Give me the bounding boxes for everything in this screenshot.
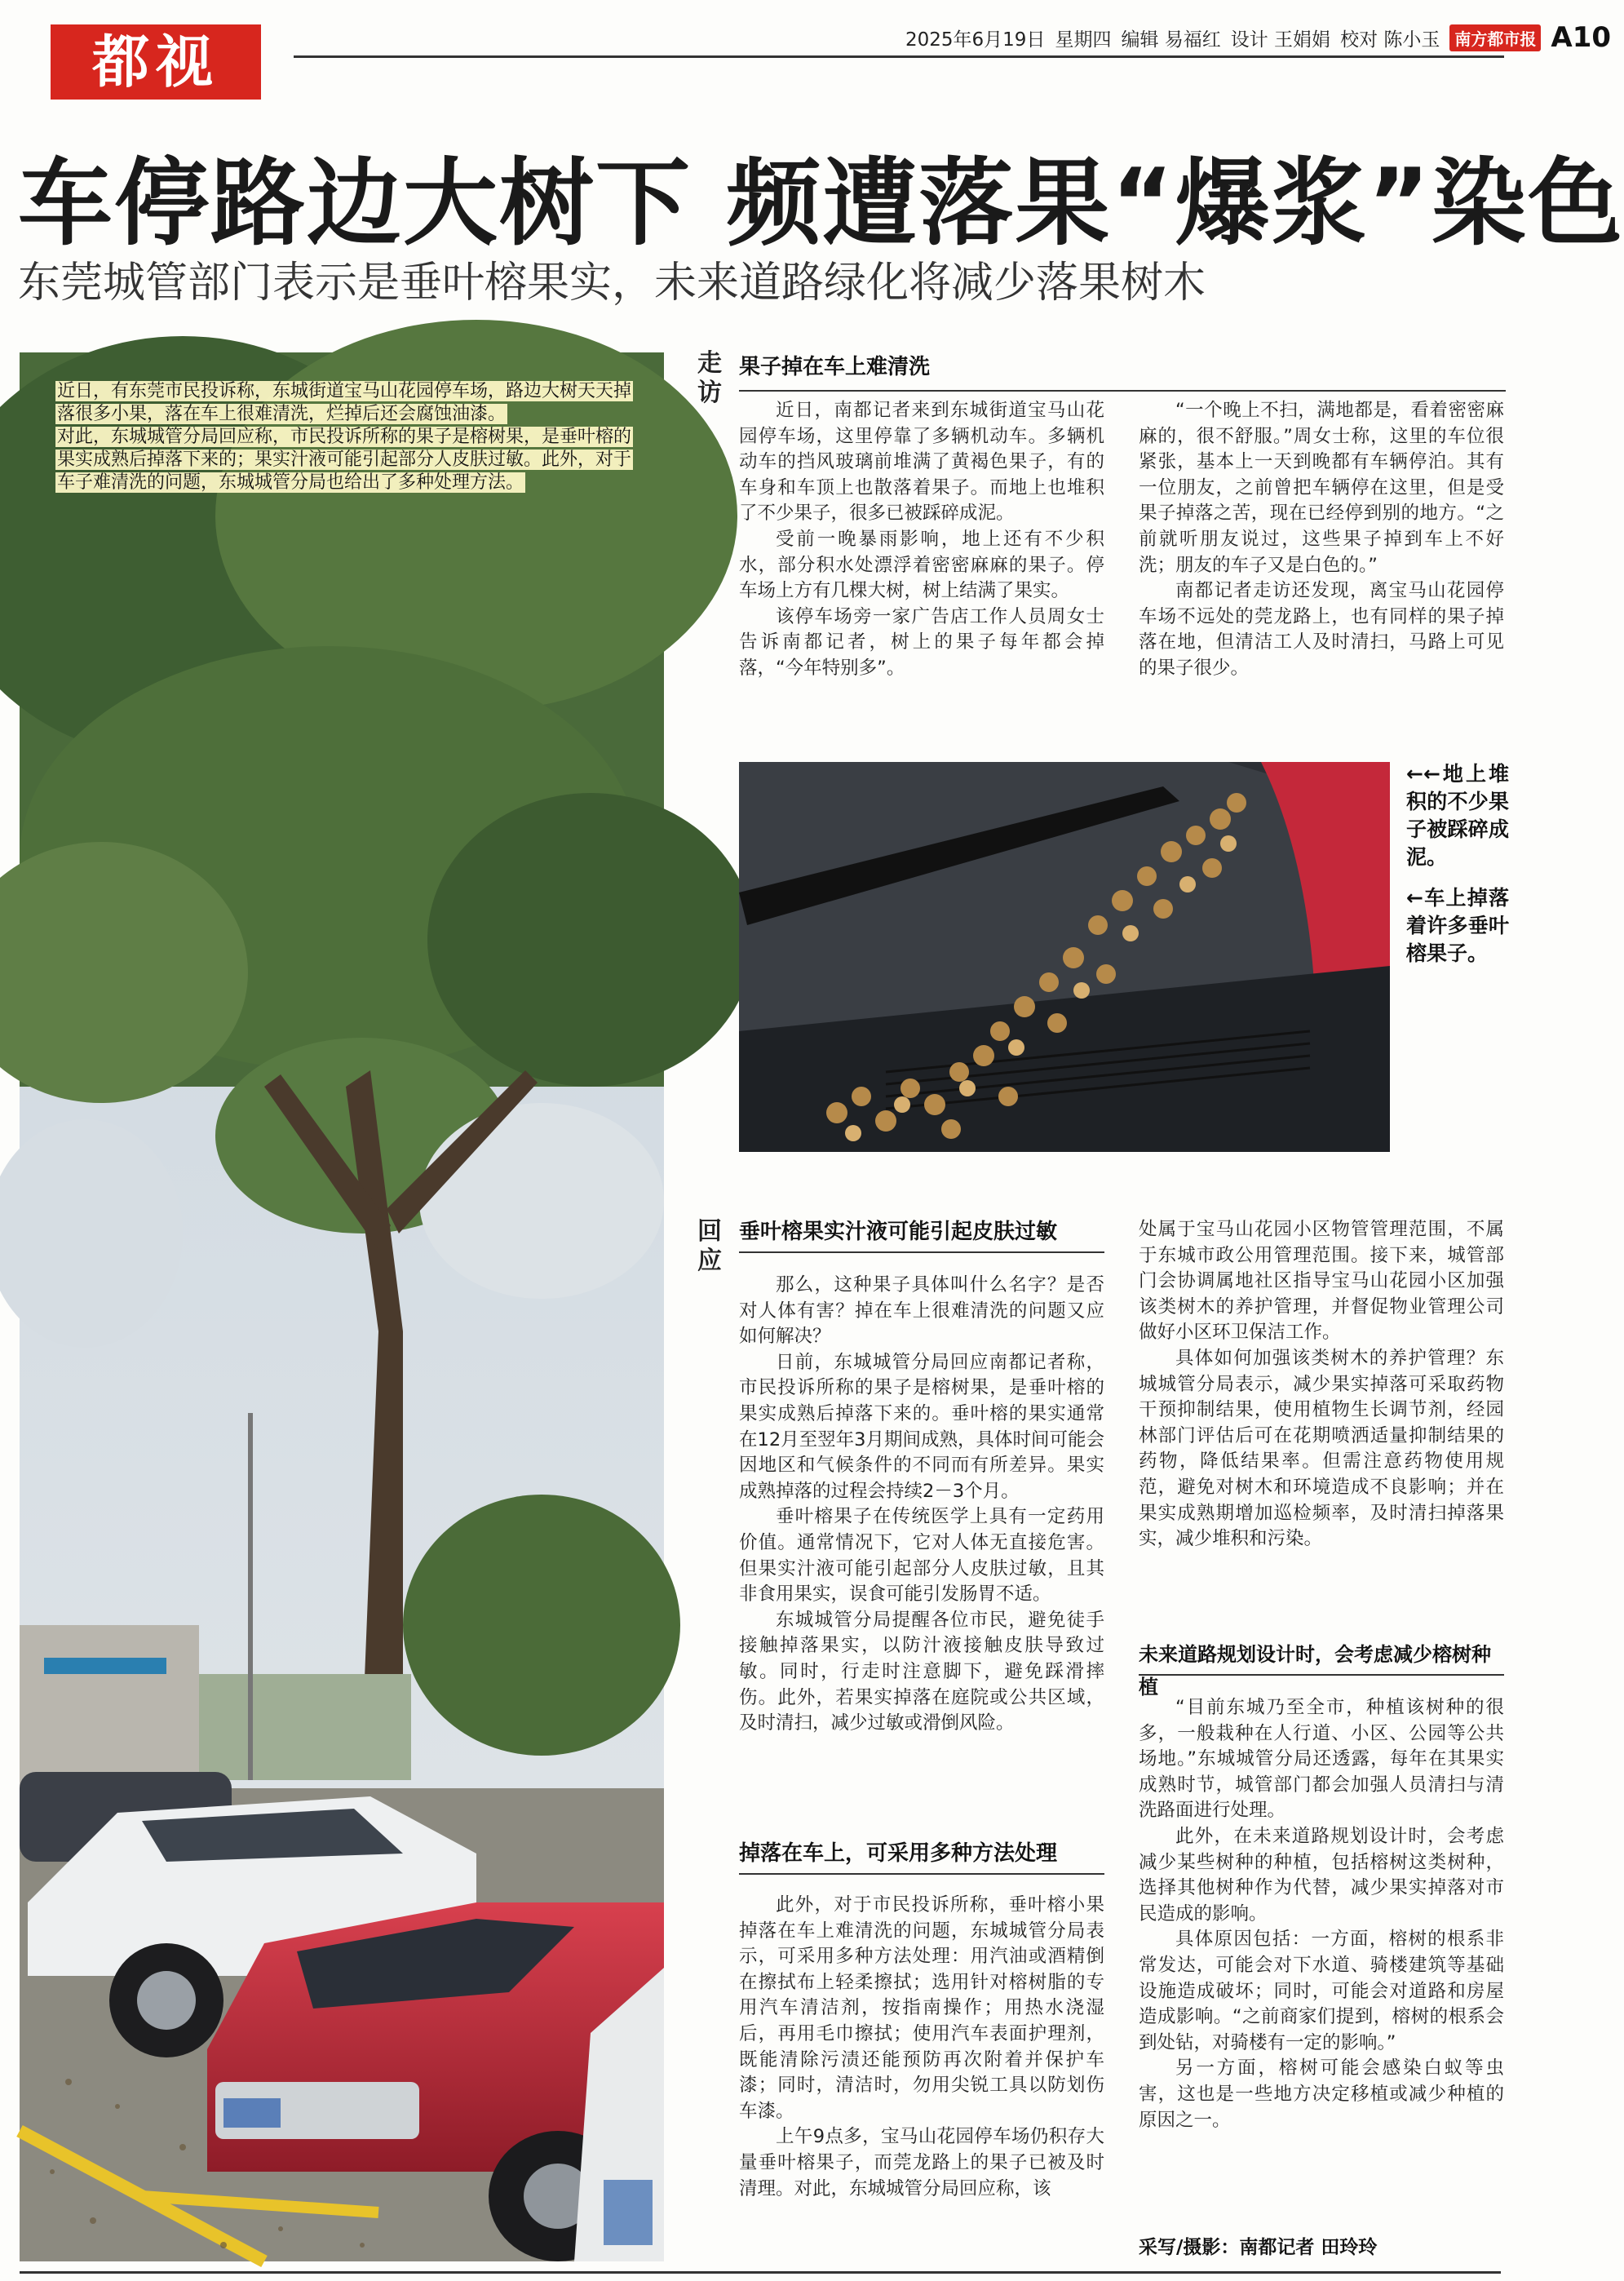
response-title-3: 未来道路规划设计时，会考虑减少榕树种植 (1139, 1643, 1491, 1699)
issue-date: 2025年6月19日 (905, 29, 1046, 51)
masthead-meta (905, 21, 1612, 54)
inset-caption-1: ←←地上堆积的不少果子被踩碎成泥。 (1406, 762, 1509, 869)
editor-credit: 编辑 易福红 (1121, 29, 1221, 51)
paragraph: 具体原因包括：一方面，榕树的根系非常发达，可能会对下水道、骑楼建筑等基础设施造成破坏；同时，可能会对道路和房屋造成影响。“之前商家们提到，榕树的根系会到处钻，对骑楼有一定的影响。” (1139, 1929, 1504, 2053)
paragraph: 另一方面，榕树可能会感染白蚁等虫害，这也是一些地方决定移植或减少种植的原因之一。 (1139, 2057, 1504, 2131)
masthead-rule (294, 55, 1504, 58)
paragraph: 上午9点多，宝马山花园停车场仍积存大量垂叶榕果子，而莞龙路上的果子已被及时清理。对此，东城城管分局回应称，该 (739, 2126, 1104, 2199)
inset-caption-2: ←车上掉落着许多垂叶榕果子。 (1406, 886, 1509, 965)
inset-photo-caption (1406, 760, 1509, 981)
visit-column-1 (739, 398, 1104, 682)
response-column-2a (1139, 1217, 1504, 1552)
section-badge: 都视 (51, 24, 261, 100)
paragraph: 那么，这种果子具体叫什么名字？是否对人体有害？掉在车上很难清洗的问题又应如何解决？ (739, 1274, 1104, 1348)
paragraph: 垂叶榕果子在传统医学上具有一定药用价值。通常情况下，它对人体无直接危害。但果实汁液可能引起部分人皮肤过敏，且其非食用果实，误食可能引发肠胃不适。 (739, 1506, 1104, 1606)
response-title-3-rule (1139, 1674, 1504, 1676)
paragraph: 东城城管分局提醒各位市民，避免徒手接触掉落果实，以防汁液接触皮肤导致过敏。同时，行走时注意脚下，避免踩滑摔伤。此外，若果实掉落在庭院或公共区域，及时清扫，减少过敏或滑倒风险。 (739, 1609, 1104, 1734)
photo-caption-line-2: 对此，东城城管分局回应称，市民投诉所称的果子是榕树果，是垂叶榕的果实成熟后掉落下来的；果实汁液可能引起部分人皮肤过敏。此外，对于车子难清洗的问题，东城城管分局也给出了多种处理方法。 (57, 427, 632, 493)
response-title-1-rule (739, 1251, 1104, 1253)
paper-logo: 南方都市报 (1449, 24, 1541, 51)
section-label-response: 回应 (697, 1217, 722, 1275)
paragraph: “目前东城乃至全市，种植该树种的很多，一般栽种在人行道、小区、公园等公共场地。”东城城管分局还透露，每年在其果实成熟时节，城管部门都会加强人员清扫与清洗路面进行处理。 (1139, 1697, 1504, 1822)
visit-section-title: 果子掉在车上难清洗 (739, 355, 931, 379)
photo-caption (55, 380, 643, 494)
paragraph: 南都记者走访还发现，离宝马山花园停车场不远处的莞龙路上，也有同样的果子掉落在地，但清洁工人及时清扫，马路上可见的果子很少。 (1139, 580, 1504, 679)
response-column-2b (1139, 1695, 1504, 2133)
paragraph: 处属于宝马山花园小区物管管理范围，不属于东城市政公用管理范围。接下来，城管部门会协调属地社区指导宝马山花园小区加强该类树木的养护管理，并督促物业管理公司做好小区环卫保洁工作。 (1139, 1219, 1504, 1344)
subheadline: 东莞城管部门表示是垂叶榕果实，未来道路绿化将减少落果树木 (18, 259, 1206, 308)
paragraph: “一个晚上不扫，满地都是，看着密密麻麻的，很不舒服。”周女士称，这里的车位很紧张，基本上一天到晚都有车辆停泊。其有一位朋友，之前曾把车辆停在这里，但是受果子掉落之苦，现在已经停到别的地方。“之前就听朋友说过，这些果子掉到车上不好洗；朋友的车子又是白色的。” (1139, 400, 1504, 576)
section-label-visit: 走访 (697, 349, 722, 407)
paragraph: 近日，南都记者来到东城街道宝马山花园停车场，这里停靠了多辆机动车。多辆机动车的挡风玻璃前堆满了黄褐色果子，有的车身和车顶上也散落着果子。而地上也堆积了不少果子，很多已被踩碎成泥。 (739, 400, 1104, 525)
proofreader-credit: 校对 陈小玉 (1340, 29, 1440, 51)
response-column-1a (739, 1273, 1104, 1737)
paragraph: 此外，对于市民投诉所称，垂叶榕小果掉落在车上难清洗的问题，东城城管分局表示，可采用多种方法处理：用汽油或酒精倒在擦拭布上轻柔擦拭；选用针对榕树脂的专用汽车清洁剂，按指南操作；用热水浇湿后，再用毛巾擦拭；使用汽车表面护理剂，既能清除污渍还能预防再次附着并保护车漆；同时，清洁时，勿用尖锐工具以防划伤车漆。 (739, 1894, 1104, 2122)
byline: 采写/摄影：南都记者 田玲玲 (1139, 2237, 1378, 2258)
inset-photo-fruits-on-windshield (739, 762, 1390, 1152)
paragraph: 具体如何加强该类树木的养护管理？东城城管分局表示，减少果实掉落可采取药物干预抑制结果，使用植物生长调节剂，经园林部门评估后可在花期喷洒适量抑制结果的药物，降低结果率。但需注意药物使用规范，避免对树木和环境造成不良影响；并在果实成熟期增加巡检频率，及时清扫掉落果实，减少堆积和污染。 (1139, 1347, 1504, 1550)
page-number: A10 (1551, 21, 1612, 54)
paragraph: 此外，在未来道路规划设计时，会考虑减少某些树种的种植，包括榕树这类树种，选择其他树种作为代替，减少果实掉落对市民造成的影响。 (1139, 1825, 1504, 1924)
response-title-1: 垂叶榕果实汁液可能引起皮肤过敏 (739, 1220, 1058, 1244)
main-photo-parking-lot (20, 352, 664, 2261)
footer-rule (20, 2271, 1501, 2274)
response-title-2: 掉落在车上，可采用多种方法处理 (739, 1841, 1058, 1866)
photo-caption-line-1: 近日，有东莞市民投诉称，东城街道宝马山花园停车场，路边大树天天掉落很多小果，落在车上很难清洗，烂掉后还会腐蚀油漆。 (57, 381, 632, 424)
visit-column-2 (1139, 398, 1504, 682)
headline: 车停路边大树下 频遭落果“爆浆”染色 (18, 148, 1624, 259)
response-column-1b (739, 1893, 1104, 2202)
paragraph: 该停车场旁一家广告店工作人员周女士告诉南都记者，树上的果子每年都会掉落，“今年特别多”。 (739, 605, 1104, 679)
response-title-2-rule (739, 1873, 1104, 1875)
visit-section-rule (739, 390, 1506, 392)
designer-credit: 设计 王娟娟 (1230, 29, 1331, 51)
paragraph: 日前，东城城管分局回应南都记者称，市民投诉所称的果子是榕树果，是垂叶榕的果实成熟后掉落下来的。垂叶榕的果实通常在12月至翌年3月期间成熟，具体时间可能会因地区和气候条件的不同而有所差异。果实成熟掉落的过程会持续2－3个月。 (739, 1351, 1104, 1502)
issue-weekday: 星期四 (1055, 29, 1112, 51)
paragraph: 受前一晚暴雨影响，地上还有不少积水，部分积水处漂浮着密密麻麻的果子。停车场上方有几棵大树，树上结满了果实。 (739, 528, 1104, 602)
